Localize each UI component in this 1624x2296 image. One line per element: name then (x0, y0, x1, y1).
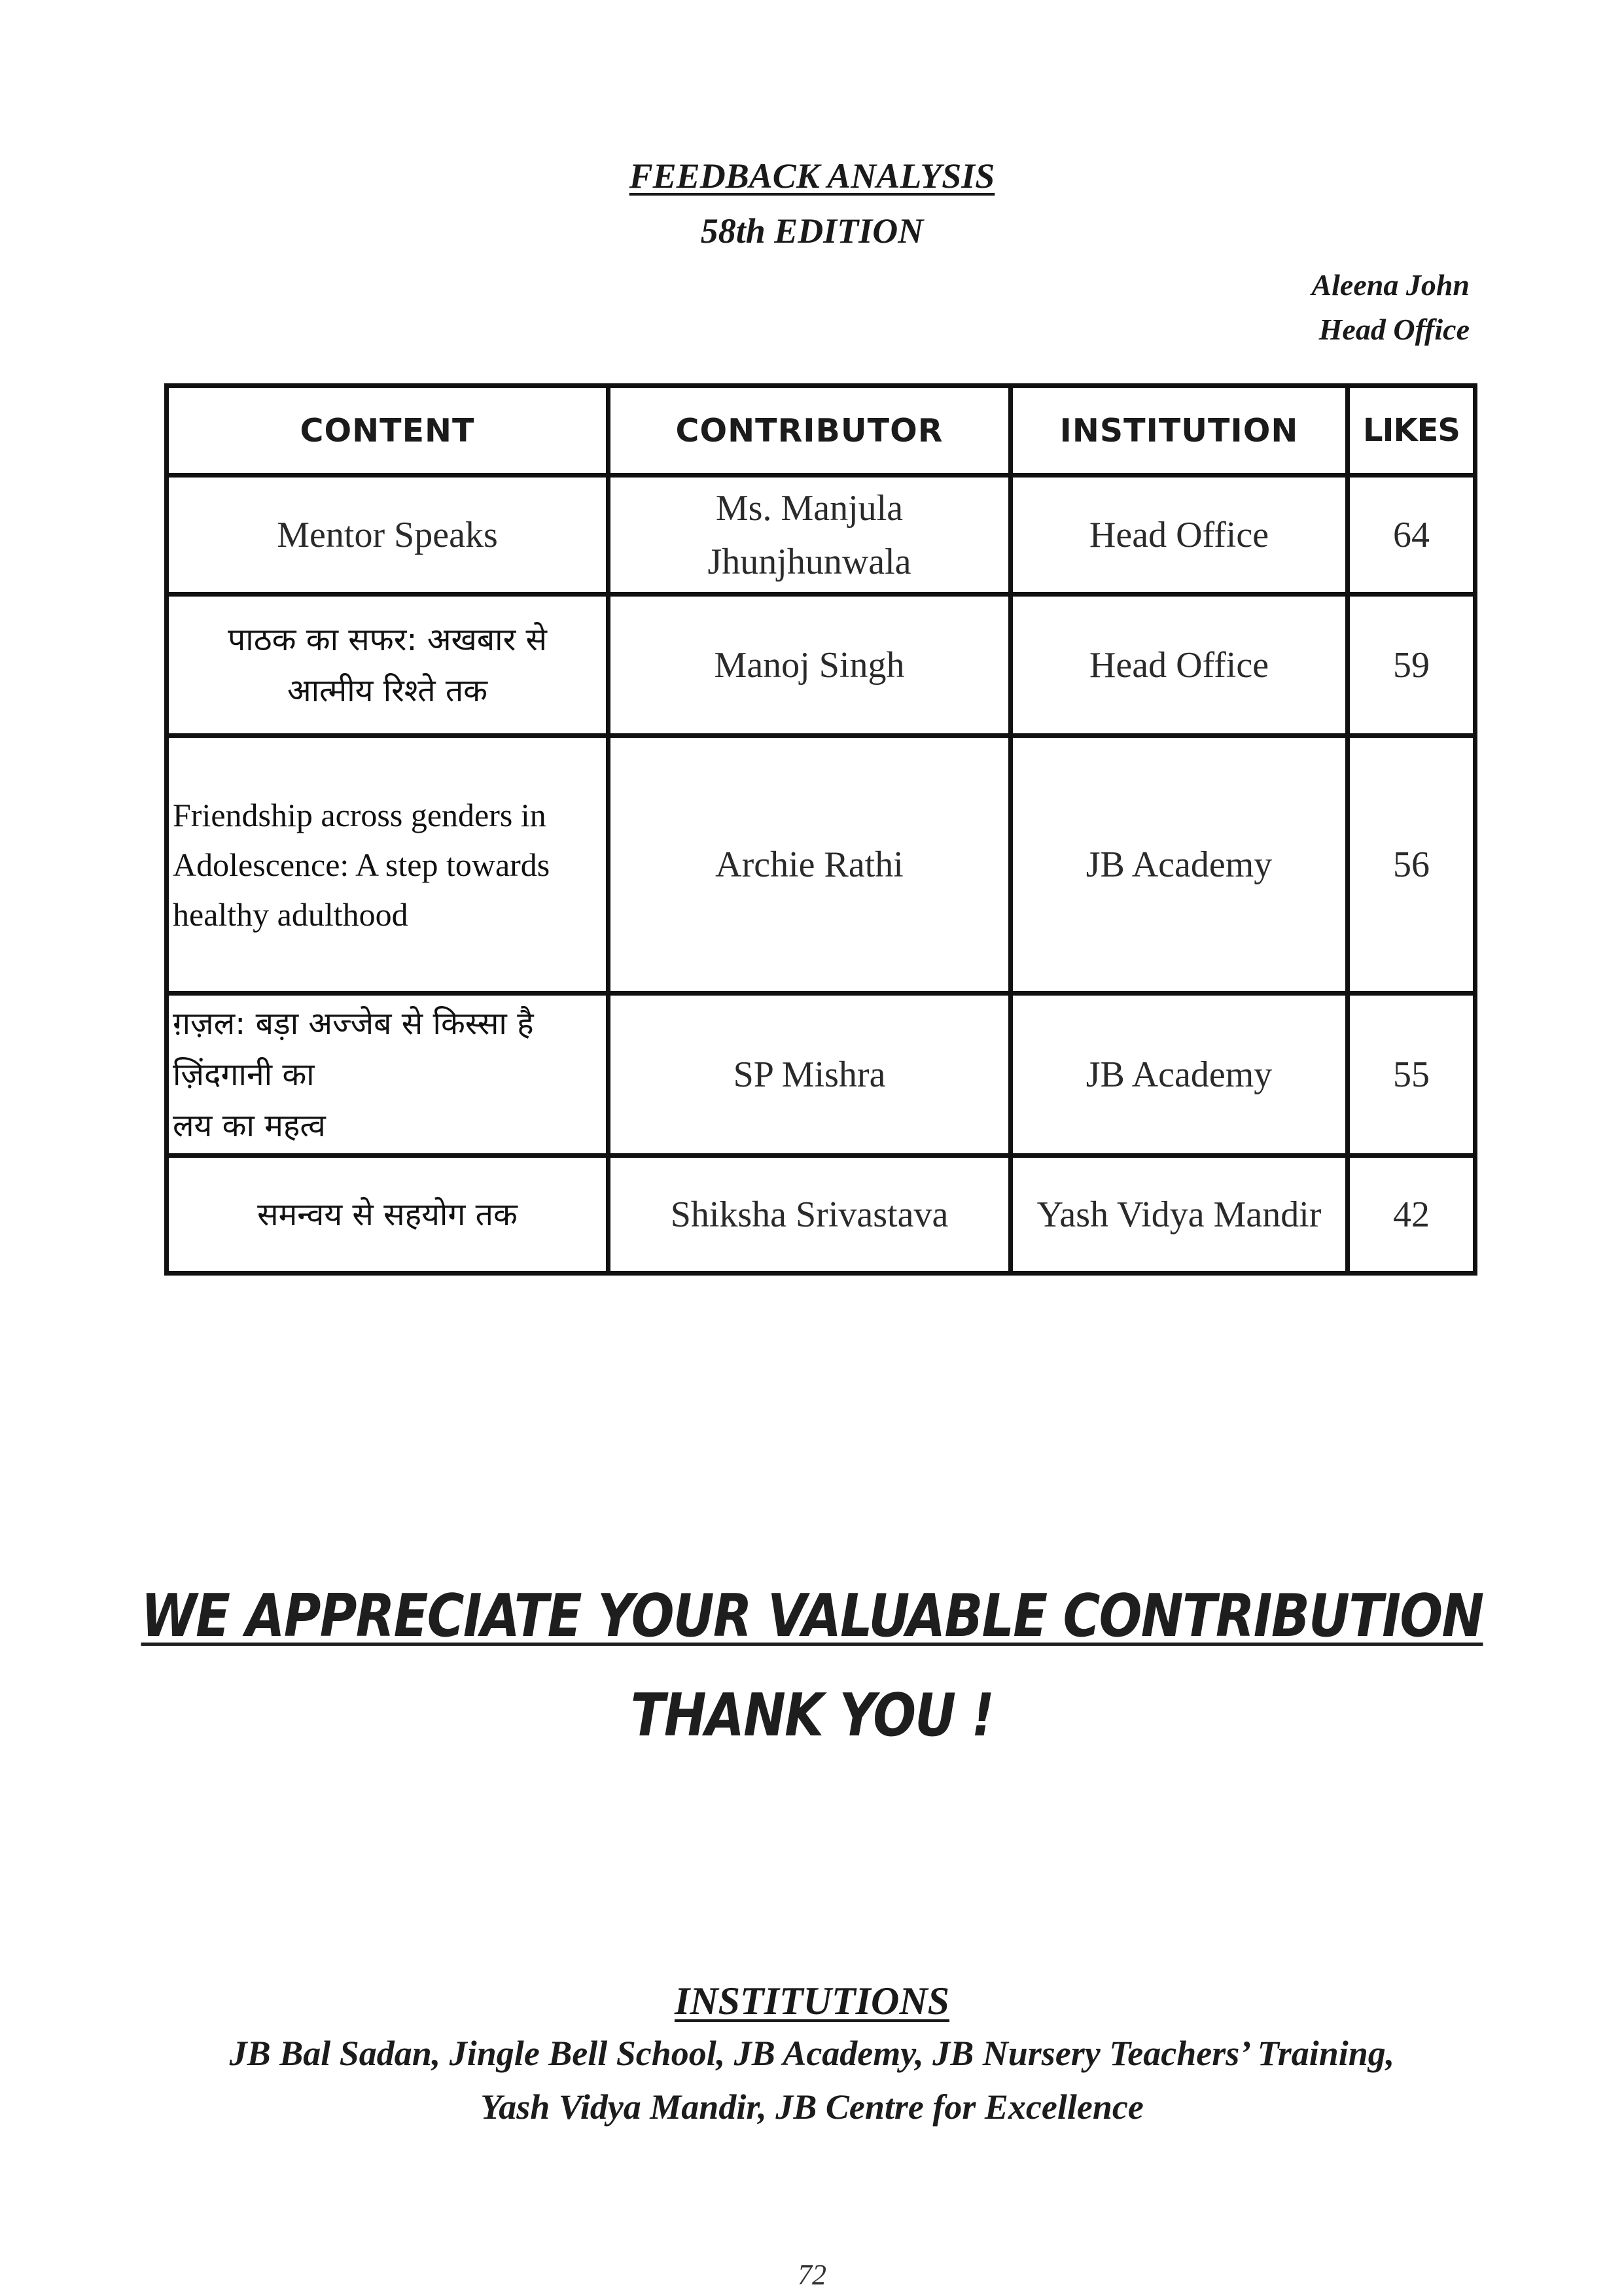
author-block (1311, 263, 1470, 352)
column-header-likes: LIKES (1348, 386, 1475, 476)
institution-cell: JB Academy (1011, 736, 1348, 994)
institution-cell: Yash Vidya Mandir (1011, 1156, 1348, 1274)
column-header-content: CONTENT (167, 386, 609, 476)
content-cell (167, 994, 609, 1156)
table-row (167, 595, 1475, 736)
contributor-cell: Manoj Singh (609, 595, 1011, 736)
table-row (167, 994, 1475, 1156)
page-number: 72 (798, 2259, 826, 2291)
content-cell: Friendship across genders in Adolescence: A step towards healthy adulthood (167, 736, 609, 994)
institution-cell: Head Office (1011, 595, 1348, 736)
appreciation-line: WE APPRECIATE YOUR VALUABLE CONTRIBUTION (141, 1582, 1483, 1650)
likes-cell: 56 (1348, 736, 1475, 994)
author-office: Head Office (1318, 313, 1470, 346)
contributor-cell: Archie Rathi (609, 736, 1011, 994)
institutions-line: Yash Vidya Mandir, JB Centre for Excellence (480, 2087, 1144, 2127)
institutions-list (0, 2026, 1624, 2134)
table-row (167, 1156, 1475, 1274)
edition-label: 58th EDITION (700, 211, 924, 251)
content-cell: Mentor Speaks (167, 476, 609, 595)
likes-cell: 42 (1348, 1156, 1475, 1274)
contributor-cell: SP Mishra (609, 994, 1011, 1156)
table-row (167, 736, 1475, 994)
contributor-cell: Shiksha Srivastava (609, 1156, 1011, 1274)
institutions-heading (0, 1979, 1624, 2023)
content-cell: समन्वय से सहयोग तक (167, 1156, 609, 1274)
contributor-cell: Ms. Manjula Jhunjhunwala (609, 476, 1011, 595)
institution-cell: Head Office (1011, 476, 1348, 595)
feedback-table (164, 383, 1477, 1276)
column-header-contributor: CONTRIBUTOR (609, 386, 1011, 476)
column-header-institution: INSTITUTION (1011, 386, 1348, 476)
institutions-line: JB Bal Sadan, Jingle Bell School, JB Academy, JB Nursery Teachers’ Training, (229, 2034, 1395, 2073)
thank-you-message: THANK YOU ! (630, 1681, 994, 1750)
institutions-heading-text: INSTITUTIONS (674, 1979, 950, 2023)
institution-cell: JB Academy (1011, 994, 1348, 1156)
page-title (0, 154, 1624, 198)
content-line: लय का महत्व (173, 1107, 326, 1144)
likes-cell: 59 (1348, 595, 1475, 736)
appreciation-message (114, 1582, 1511, 1650)
content-line: ग़ज़ल: बड़ा अज्जेब से किस्सा है ज़िंदगानी का (173, 1005, 534, 1093)
table-row (167, 476, 1475, 595)
likes-cell: 64 (1348, 476, 1475, 595)
author-name: Aleena John (1311, 268, 1470, 302)
table-header-row (167, 386, 1475, 476)
title-text: FEEDBACK ANALYSIS (629, 156, 995, 196)
content-cell: पाठक का सफर: अखबार से आत्मीय रिश्ते तक (167, 595, 609, 736)
likes-cell: 55 (1348, 994, 1475, 1156)
